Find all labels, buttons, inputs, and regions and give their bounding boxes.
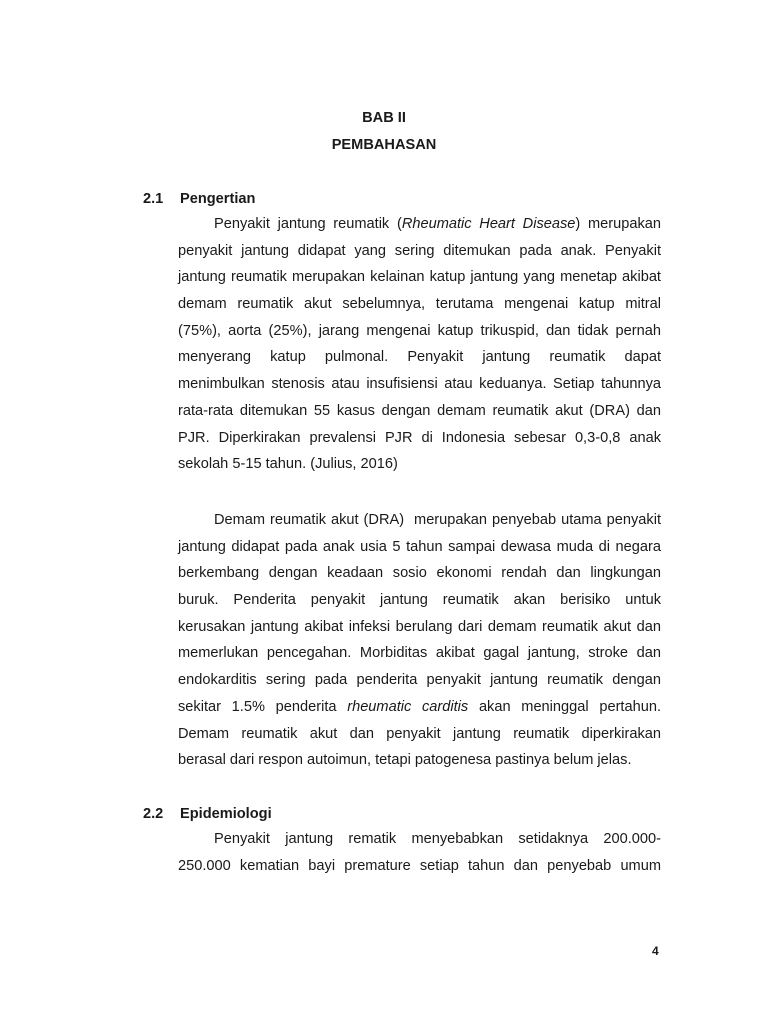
chapter-title: PEMBAHASAN xyxy=(331,137,437,153)
paragraph: Penyakit jantung rematik menyebabkan setidaknya 200.000- 250.000 kematian bayi premature setiap tahun dan penyebab umum xyxy=(178,831,661,874)
section-title: Epidemiologi xyxy=(180,806,272,822)
section-title: Pengertian xyxy=(180,191,256,207)
section-number: 2.1 xyxy=(143,191,164,207)
section-heading xyxy=(143,806,272,822)
paragraph: Penyakit jantung reumatik (Rheumatic Heart Disease) merupakan penyakit jantung didapat yang sering ditemukan pada anak. Penyakit jantung reumatik merupakan kelainan katup jantung yang menetap akibat demam reumatik akut sebelumnya, terutama mengenai katup mitral (75%), aorta (25%), jarang mengenai katup trikuspid, dan tidak pernah menyerang katup pulmonal. Penyakit jantung reumatik dapat menimbulkan stenosis atau insufisiensi atau keduanya. Setiap tahunnya rata-rata ditemukan 55 kasus dengan demam reumatik akut (DRA) dan PJR. Diperkirakan prevalensi PJR di Indonesia sebesar 0,3-0,8 anak sekolah 5-15 tahun. (Julius, 2016) xyxy=(178,216,661,473)
section-number: 2.2 xyxy=(143,806,164,822)
page-number: 4 xyxy=(652,944,659,958)
paragraph: Demam reumatik akut (DRA) merupakan penyebab utama penyakit jantung didapat pada anak usia 5 tahun sampai dewasa muda di negara berkembang dengan keadaan sosio ekonomi rendah dan lingkungan buruk. Penderita penyakit jantung reumatik akan berisiko untuk kerusakan jantung akibat infeksi berulang dari demam reumatik akut dan memerlukan pencegahan. Morbiditas akibat gagal jantung, stroke dan endokarditis sering pada penderita penyakit jantung reumatik dengan sekitar 1.5% penderita rheumatic carditis akan meninggal pertahun. Demam reumatik akut dan penyakit jantung reumatik diperkirakan berasal dari respon autoimun, tetapi patogenesa pastinya belum jelas. xyxy=(178,512,661,769)
chapter-label: BAB II xyxy=(362,110,406,126)
section-heading xyxy=(143,191,255,207)
